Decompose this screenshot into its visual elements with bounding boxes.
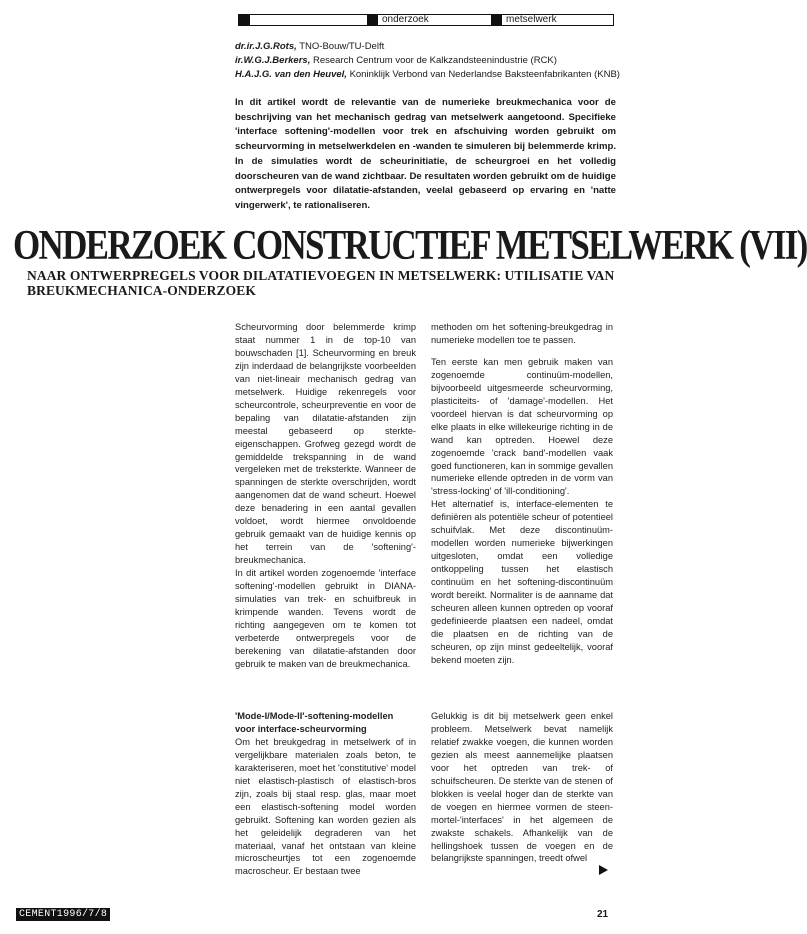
- body-column-left-bottom: [235, 710, 416, 878]
- body-paragraph: Scheurvorming door belemmerde krimp staat nummer 1 in de top-10 van bouwschaden [1]. Scheurvorming en breuk zijn inderdaad de belangrijkste voorbeelden van niet-lineair mechanisch gedrag van metselwerk. Huidige rekenregels voor scheurcontrole, scheurpreventie en voor de bepaling van dilatatie-afstanden zijn meestal gebaseerd op sterkte-eigenschappen. Grofweg gezegd wordt de gemiddelde trekspanning in de wand vergeleken met de treksterkte. Wanneer de spanningen de sterkte overschrijden, wordt aangenomen dat de wand scheurt. Hoewel deze benadering in een aantal gevallen voldoet, wordt hiermee onvoldoende gebruik gemaakt van de huidige kennis op het terrein van de 'softening'-breukmechanica.: [235, 322, 416, 566]
- body-column-right-top: [431, 321, 613, 667]
- article-title: ONDERZOEK CONSTRUCTIEF METSELWERK (VII): [13, 221, 807, 269]
- body-column-left-top: [235, 321, 416, 671]
- article-subtitle: NAAR ONTWERPREGELS VOOR DILATATIEVOEGEN IN METSELWERK: UTILISATIE VAN BREUKMECHANICA-ONDERZOEK: [27, 268, 615, 298]
- author-line: [235, 40, 635, 54]
- header-section-tab: [368, 15, 492, 25]
- continue-arrow-icon: [599, 865, 608, 875]
- author-affiliation: TNO-Bouw/TU-Delft: [299, 41, 385, 52]
- running-header-bar: [238, 14, 614, 26]
- body-paragraph: Om het breukgedrag in metselwerk of in vergelijkbare materialen zoals beton, te karakteriseren, moet het 'constitutive' model niet elastisch-plastisch of elastisch-bros zijn, zoals bij staal resp. glas, maar moet een elastisch-softening model worden gebruikt. Softening kan worden gezien als het geleidelijk degraderen van het materiaal, vanaf het ontstaan van kleine microscheurtjes tot een zogenoemde macroscheur. Er bestaan twee: [235, 736, 416, 877]
- journal-footer: CEMENT1996/7/8: [16, 908, 110, 921]
- author-name: H.A.J.G. van den Heuvel,: [235, 69, 347, 80]
- body-paragraph: Het alternatief is, interface-elementen te definiëren als potentiële scheur of potentieel schuifvlak. Met deze discontinuüm-modellen worden numerieke bijwerkingen uitgesloten, omdat een volledige ontkoppeling tussen het elastisch continuüm en het softening-discontinuüm wordt bereikt. Normaliter is de aanname dat scheuren alleen kunnen optreden op vooraf gedefinieerde plaatsen een nadeel, omdat die plaatsen en de richting van de scheuren, op zijn minst gedeeltelijk, vooraf bekend moeten zijn.: [431, 499, 613, 665]
- page-number: 21: [597, 909, 609, 920]
- header-marker: [368, 15, 378, 25]
- header-block: [239, 15, 368, 25]
- body-paragraph: In dit artikel worden zogenoemde 'interface softening'-modellen gebruikt in DIANA-simulaties van trek- en schuifbreuk in krimpende wanden. Tevens wordt de richting aangegeven om te komen tot verbeterde ontwerpregels voor de berekening van dilatatie-afstanden door gebruik te maken van de breukmechanica.: [235, 568, 416, 669]
- body-column-right-bottom: [431, 710, 613, 865]
- author-name: dr.ir.J.G.Rots,: [235, 41, 297, 52]
- author-affiliation: Koninklijk Verbond van Nederlandse Baksteenfabrikanten (KNB): [349, 69, 620, 80]
- body-paragraph: Gelukkig is dit bij metselwerk geen enkel probleem. Metselwerk bevat namelijk relatief zwakke voegen, die kunnen worden gezien als meest aannemelijke plaatsen voor het optreden van trek- of schuifscheuren. De sterkte van de stenen of blokken is veelal hoger dan de sterkte van de voegen en hiermee vormen de steen-mortel-'interfaces' in het algemeen de zwakste schakels. Afhankelijk van de hellingshoek tussen de voegen en de belangrijkste spanningen, treedt ofwel: [431, 711, 613, 864]
- header-topic-label: metselwerk: [506, 14, 557, 25]
- author-line: [235, 68, 635, 82]
- body-paragraph: Ten eerste kan men gebruik maken van zogenoemde continuüm-modellen, bijvoorbeeld uitgesmeerde scheurvorming, plasticiteits- of 'damage'-modellen. Het voordeel hiervan is dat scheurvorming op elke plaats in elke willekeurige richting in de wand kan optreden. Hoewel deze zogenoemde 'crack band'-modellen vaak goed functioneren, kan in sommige gevallen numerieke ellende optreden in de vorm van 'stress-locking' of 'ill-conditioning'.: [431, 356, 613, 497]
- abstract: In dit artikel wordt de relevantie van de numerieke breukmechanica voor de beschrijving van het mechanisch gedrag van metselwerk aangetoond. Specifieke 'interface softening'-modellen voor trek en afschuiving worden gebruikt om scheurvorming in metselwerkdelen en -wanden te simuleren bij belemmerde krimp. In de simulaties wordt de scheurinitiatie, de scheurgroei en het volledig doorscheuren van de wand zichtbaar. De resultaten worden gebruikt om de huidige ontwerpregels voor dilatatie-afstanden, veelal gebaseerd op ervaring en 'natte vingerwerk', te rationaliseren.: [235, 97, 616, 211]
- section-heading: 'Mode-I/Mode-II'-softening-modellen voor interface-scheurvorming: [235, 711, 394, 734]
- header-marker: [492, 15, 502, 25]
- author-list: [235, 40, 635, 82]
- body-paragraph: methoden om het softening-breukgedrag in numerieke modellen toe te passen.: [431, 322, 613, 345]
- author-name: ir.W.G.J.Berkers,: [235, 55, 311, 66]
- header-section-label: onderzoek: [382, 14, 429, 25]
- author-affiliation: Research Centrum voor de Kalkzandsteenindustrie (RCK): [312, 55, 557, 66]
- author-line: [235, 54, 635, 68]
- header-topic-tab: [492, 15, 613, 25]
